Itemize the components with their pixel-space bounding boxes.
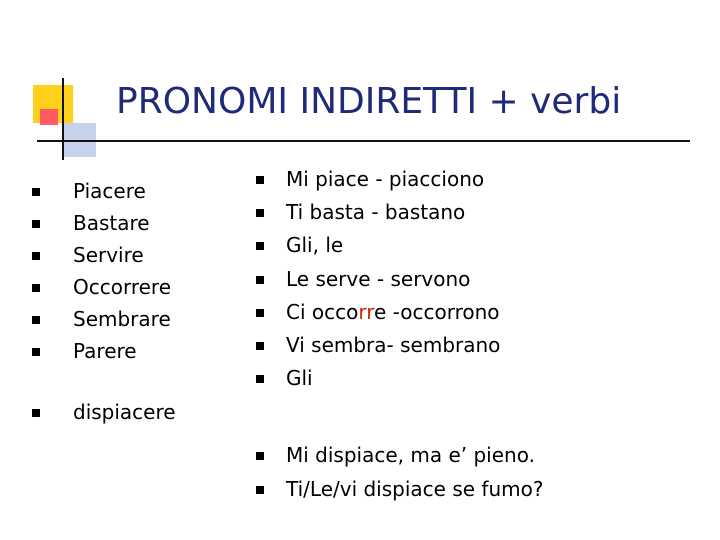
highlighted-text-segment: rr	[358, 300, 374, 324]
right-item-text: Ti basta - bastano	[286, 200, 466, 224]
right-item-text: Mi dispiace, ma e’ pieno.	[286, 443, 535, 467]
square-bullet-icon	[256, 209, 264, 217]
right-item-text: Le serve - servono	[286, 267, 471, 291]
text-segment: e -occorrono	[374, 300, 500, 324]
square-bullet-icon	[32, 316, 40, 324]
right-item-text	[286, 300, 500, 324]
slide-title: PRONOMI INDIRETTI + verbi	[116, 81, 622, 122]
right-list-item	[286, 163, 484, 196]
left-list-item	[73, 396, 176, 429]
square-bullet-icon	[256, 176, 264, 184]
square-bullet-icon	[32, 284, 40, 292]
square-bullet-icon	[32, 252, 40, 260]
square-bullet-icon	[256, 242, 264, 250]
square-bullet-icon	[256, 375, 264, 383]
square-bullet-icon	[256, 309, 264, 317]
square-bullet-icon	[32, 348, 40, 356]
left-list-item	[73, 175, 146, 208]
square-bullet-icon	[256, 486, 264, 494]
right-list-item	[286, 439, 535, 472]
right-item-text: Ti/Le/vi dispiace se fumo?	[286, 477, 544, 501]
left-list-item	[73, 335, 137, 368]
right-list-item	[286, 196, 465, 229]
right-list-item	[286, 362, 313, 395]
right-item-text: Gli	[286, 366, 313, 390]
left-list-item	[73, 303, 171, 336]
square-bullet-icon	[32, 220, 40, 228]
left-item-text: Piacere	[73, 179, 146, 203]
square-bullet-icon	[256, 452, 264, 460]
right-list-item	[286, 329, 500, 362]
text-segment: Ci occo	[286, 300, 359, 324]
left-item-text: Occorrere	[73, 275, 172, 299]
decor-vertical-rule	[62, 78, 64, 160]
right-item-text: Gli, le	[286, 233, 344, 257]
right-list-item	[286, 229, 343, 262]
decor-red-square	[40, 109, 58, 125]
right-item-text: Vi sembra- sembrano	[286, 333, 501, 357]
right-item-text: Mi piace - piacciono	[286, 167, 485, 191]
right-list-item	[286, 473, 543, 506]
left-item-text: Sembrare	[73, 307, 171, 331]
square-bullet-icon	[256, 342, 264, 350]
square-bullet-icon	[32, 188, 40, 196]
left-item-text: Bastare	[73, 211, 150, 235]
left-list-item	[73, 271, 171, 304]
title-underline-rule	[37, 140, 690, 142]
left-list-item	[73, 239, 144, 272]
right-list-item	[286, 296, 500, 329]
left-item-text: Servire	[73, 243, 144, 267]
left-item-text: Parere	[73, 339, 137, 363]
left-list-item	[73, 207, 150, 240]
right-list-item	[286, 263, 470, 296]
left-item-text: dispiacere	[73, 400, 176, 424]
square-bullet-icon	[32, 409, 40, 417]
square-bullet-icon	[256, 276, 264, 284]
